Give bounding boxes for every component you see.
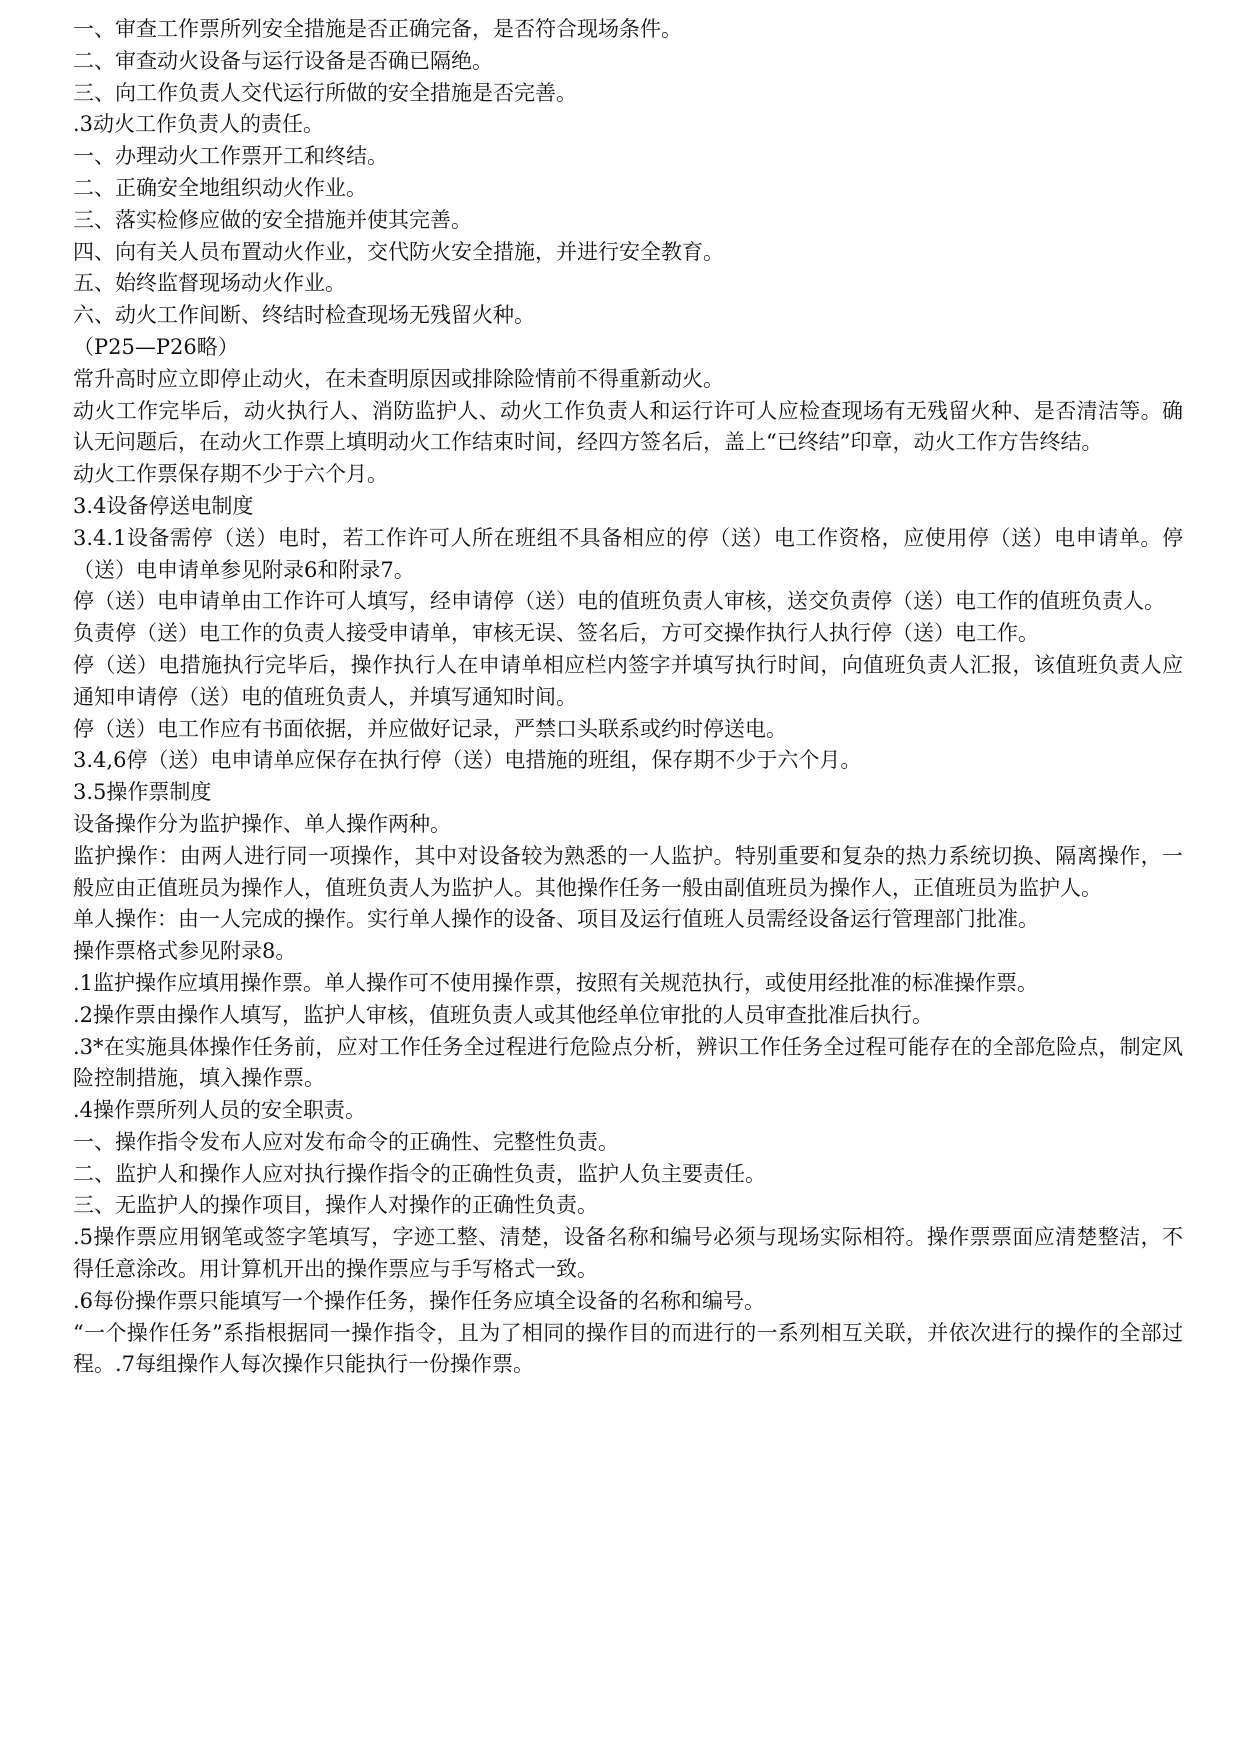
paragraph: 三、无监护人的操作项目，操作人对操作的正确性负责。 — [73, 1193, 598, 1218]
paragraph: 停（送）电申请单由工作许可人填写，经申请停（送）电的值班负责人审核，送交负责停（送）电工作的值班负责人。 — [73, 589, 1165, 614]
paragraph: 五、始终监督现场动火作业。 — [73, 271, 346, 296]
section-heading: 3.4设备停送电制度 — [73, 493, 254, 518]
paragraph: .2操作票由操作人填写，监护人审核，值班负责人或其他经单位审批的人员审查批准后执行。 — [73, 1002, 934, 1027]
paragraph: 二、正确安全地组织动火作业。 — [73, 175, 367, 200]
paragraph: 负责停（送）电工作的负责人接受申请单，审核无误、签名后，方可交操作执行人执行停（送）电工作。 — [73, 621, 1039, 646]
paragraph: 二、审查动火设备与运行设备是否确已隔绝。 — [73, 48, 493, 73]
paragraph: 常升高时应立即停止动火，在未查明原因或排除险情前不得重新动火。 — [73, 366, 724, 391]
paragraph: 一、审查工作票所列安全措施是否正确完备，是否符合现场条件。 — [73, 17, 682, 41]
paragraph: 监护操作：由两人进行同一项操作，其中对设备较为熟悉的一人监护。特别重要和复杂的热力系统切换、隔离操作，一般应由正值班员为操作人，值班负责人为监护人。其他操作任务一般由副值班员为操作人，正值班员为监护人。 — [73, 843, 1183, 900]
page-omission-note: （P25—P26略） — [73, 334, 239, 359]
paragraph: 设备操作分为监护操作、单人操作两种。 — [73, 811, 451, 836]
paragraph: .4操作票所列人员的安全职责。 — [73, 1098, 367, 1123]
paragraph: 四、向有关人员布置动火作业，交代防火安全措施，并进行安全教育。 — [73, 239, 724, 264]
paragraph: 停（送）电工作应有书面依据，并应做好记录，严禁口头联系或约时停送电。 — [73, 716, 787, 741]
paragraph: 六、动火工作间断、终结时检查现场无残留火种。 — [73, 303, 535, 328]
paragraph: 3.4,6停（送）电申请单应保存在执行停（送）电措施的班组，保存期不少于六个月。 — [73, 748, 862, 773]
paragraph: 一、办理动火工作票开工和终结。 — [73, 144, 388, 169]
paragraph: 一、操作指令发布人应对发布命令的正确性、完整性负责。 — [73, 1129, 619, 1154]
paragraph: 三、落实检修应做的安全措施并使其完善。 — [73, 207, 472, 232]
paragraph: .5操作票应用钢笔或签字笔填写，字迹工整、清楚，设备名称和编号必须与现场实际相符。操作票票面应清楚整洁，不得任意涂改。用计算机开出的操作票应与手写格式一致。 — [73, 1225, 1183, 1282]
paragraph: 停（送）电措施执行完毕后，操作执行人在申请单相应栏内签字并填写执行时间，向值班负责人汇报，该值班负责人应通知申请停（送）电的值班负责人，并填写通知时间。 — [73, 652, 1183, 709]
paragraph: 动火工作票保存期不少于六个月。 — [73, 462, 388, 487]
paragraph: 二、监护人和操作人应对执行操作指令的正确性负责，监护人负主要责任。 — [73, 1161, 766, 1186]
paragraph: 单人操作：由一人完成的操作。实行单人操作的设备、项目及运行值班人员需经设备运行管理部门批准。 — [73, 907, 1039, 932]
section-heading: 3.5操作票制度 — [73, 780, 212, 805]
paragraph: 动火工作完毕后，动火执行人、消防监护人、动火工作负责人和运行许可人应检查现场有无残留火种、是否清洁等。确认无问题后，在动火工作票上填明动火工作结束时间，经四方签名后，盖上“已终结”印章，动火工作方告终结。 — [73, 398, 1183, 455]
document-page — [73, 14, 1183, 1381]
section-heading: .3动火工作负责人的责任。 — [73, 112, 325, 137]
paragraph: .3*在实施具体操作任务前，应对工作任务全过程进行危险点分析，辨识工作任务全过程可能存在的全部危险点，制定风险控制措施，填入操作票。 — [73, 1034, 1183, 1091]
paragraph: 三、向工作负责人交代运行所做的安全措施是否完善。 — [73, 80, 577, 105]
paragraph: 3.4.1设备需停（送）电时，若工作许可人所在班组不具备相应的停（送）电工作资格，应使用停（送）电申请单。停（送）电申请单参见附录6和附录7。 — [73, 525, 1183, 582]
paragraph: “一个操作任务”系指根据同一操作指令，且为了相同的操作目的而进行的一系列相互关联，并依次进行的操作的全部过程。.7每组操作人每次操作只能执行一份操作票。 — [73, 1320, 1183, 1377]
paragraph: .1监护操作应填用操作票。单人操作可不使用操作票，按照有关规范执行，或使用经批准的标准操作票。 — [73, 970, 1039, 995]
paragraph: 操作票格式参见附录8。 — [73, 939, 297, 964]
paragraph: .6每份操作票只能填写一个操作任务，操作任务应填全设备的名称和编号。 — [73, 1288, 766, 1313]
